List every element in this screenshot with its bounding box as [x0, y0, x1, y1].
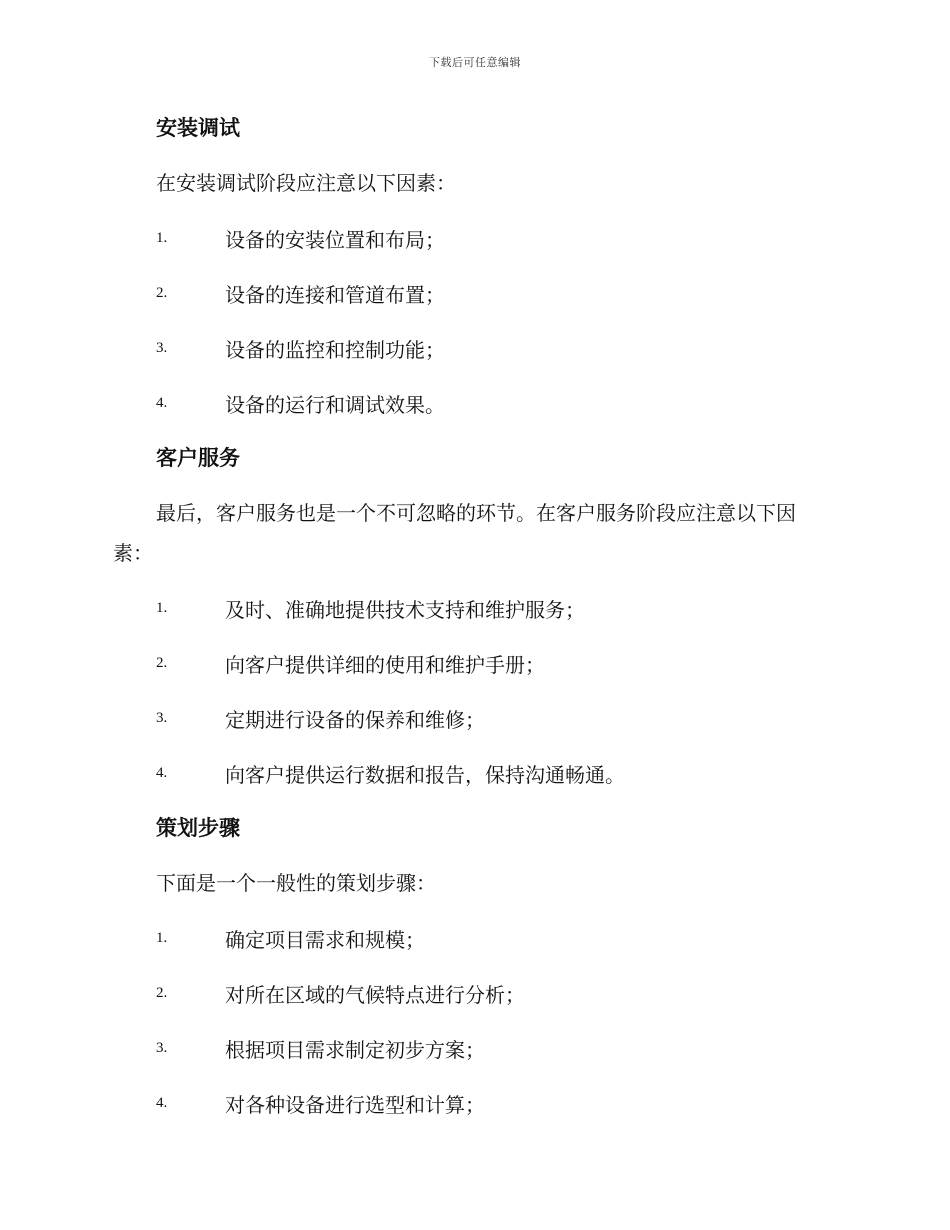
section-intro: 下面是一个一般性的策划步骤：	[156, 871, 436, 895]
list-item	[113, 753, 833, 793]
list-number: 4.	[156, 764, 168, 781]
list-item	[113, 273, 833, 313]
list-item	[113, 643, 833, 683]
list-text: 对各种设备进行选型和计算；	[225, 1092, 485, 1117]
list-text: 向客户提供运行数据和报告，保持沟通畅通。	[225, 762, 625, 787]
list-number: 1.	[156, 929, 168, 946]
section-customer-service	[113, 438, 833, 793]
list-item	[113, 973, 833, 1013]
document-body	[113, 108, 833, 1138]
list-item	[113, 698, 833, 738]
list-item	[113, 1028, 833, 1068]
numbered-list	[113, 218, 833, 423]
page-header: 下载后可任意编辑	[429, 56, 521, 69]
numbered-list	[113, 918, 833, 1123]
list-number: 4.	[156, 394, 168, 411]
list-item	[113, 328, 833, 368]
list-item	[113, 218, 833, 258]
list-item	[113, 918, 833, 958]
section-planning-steps	[113, 808, 833, 1123]
list-number: 3.	[156, 339, 168, 356]
list-number: 2.	[156, 984, 168, 1001]
list-text: 根据项目需求制定初步方案；	[225, 1037, 485, 1062]
list-text: 设备的监控和控制功能；	[225, 337, 445, 362]
list-text: 及时、准确地提供技术支持和维护服务；	[225, 597, 585, 622]
list-text: 向客户提供详细的使用和维护手册；	[225, 652, 545, 677]
list-number: 4.	[156, 1094, 168, 1111]
list-text: 确定项目需求和规模；	[225, 927, 425, 952]
list-text: 设备的安装位置和布局；	[225, 227, 445, 252]
list-number: 1.	[156, 229, 168, 246]
section-heading: 策划步骤	[156, 815, 240, 840]
list-number: 2.	[156, 284, 168, 301]
list-item	[113, 588, 833, 628]
list-number: 3.	[156, 709, 168, 726]
list-text: 设备的运行和调试效果。	[225, 392, 445, 417]
list-number: 2.	[156, 654, 168, 671]
section-installation	[113, 108, 833, 423]
list-item	[113, 383, 833, 423]
list-number: 3.	[156, 1039, 168, 1056]
list-text: 设备的连接和管道布置；	[225, 282, 445, 307]
section-intro: 在安装调试阶段应注意以下因素：	[156, 171, 456, 195]
list-item	[113, 1083, 833, 1123]
section-intro: 最后，客户服务也是一个不可忽略的环节。在客户服务阶段应注意以下因素：	[113, 501, 796, 565]
numbered-list	[113, 588, 833, 793]
section-heading: 安装调试	[156, 115, 240, 140]
list-text: 对所在区域的气候特点进行分析；	[225, 982, 525, 1007]
list-number: 1.	[156, 599, 168, 616]
list-text: 定期进行设备的保养和维修；	[225, 707, 485, 732]
section-heading: 客户服务	[156, 445, 240, 470]
